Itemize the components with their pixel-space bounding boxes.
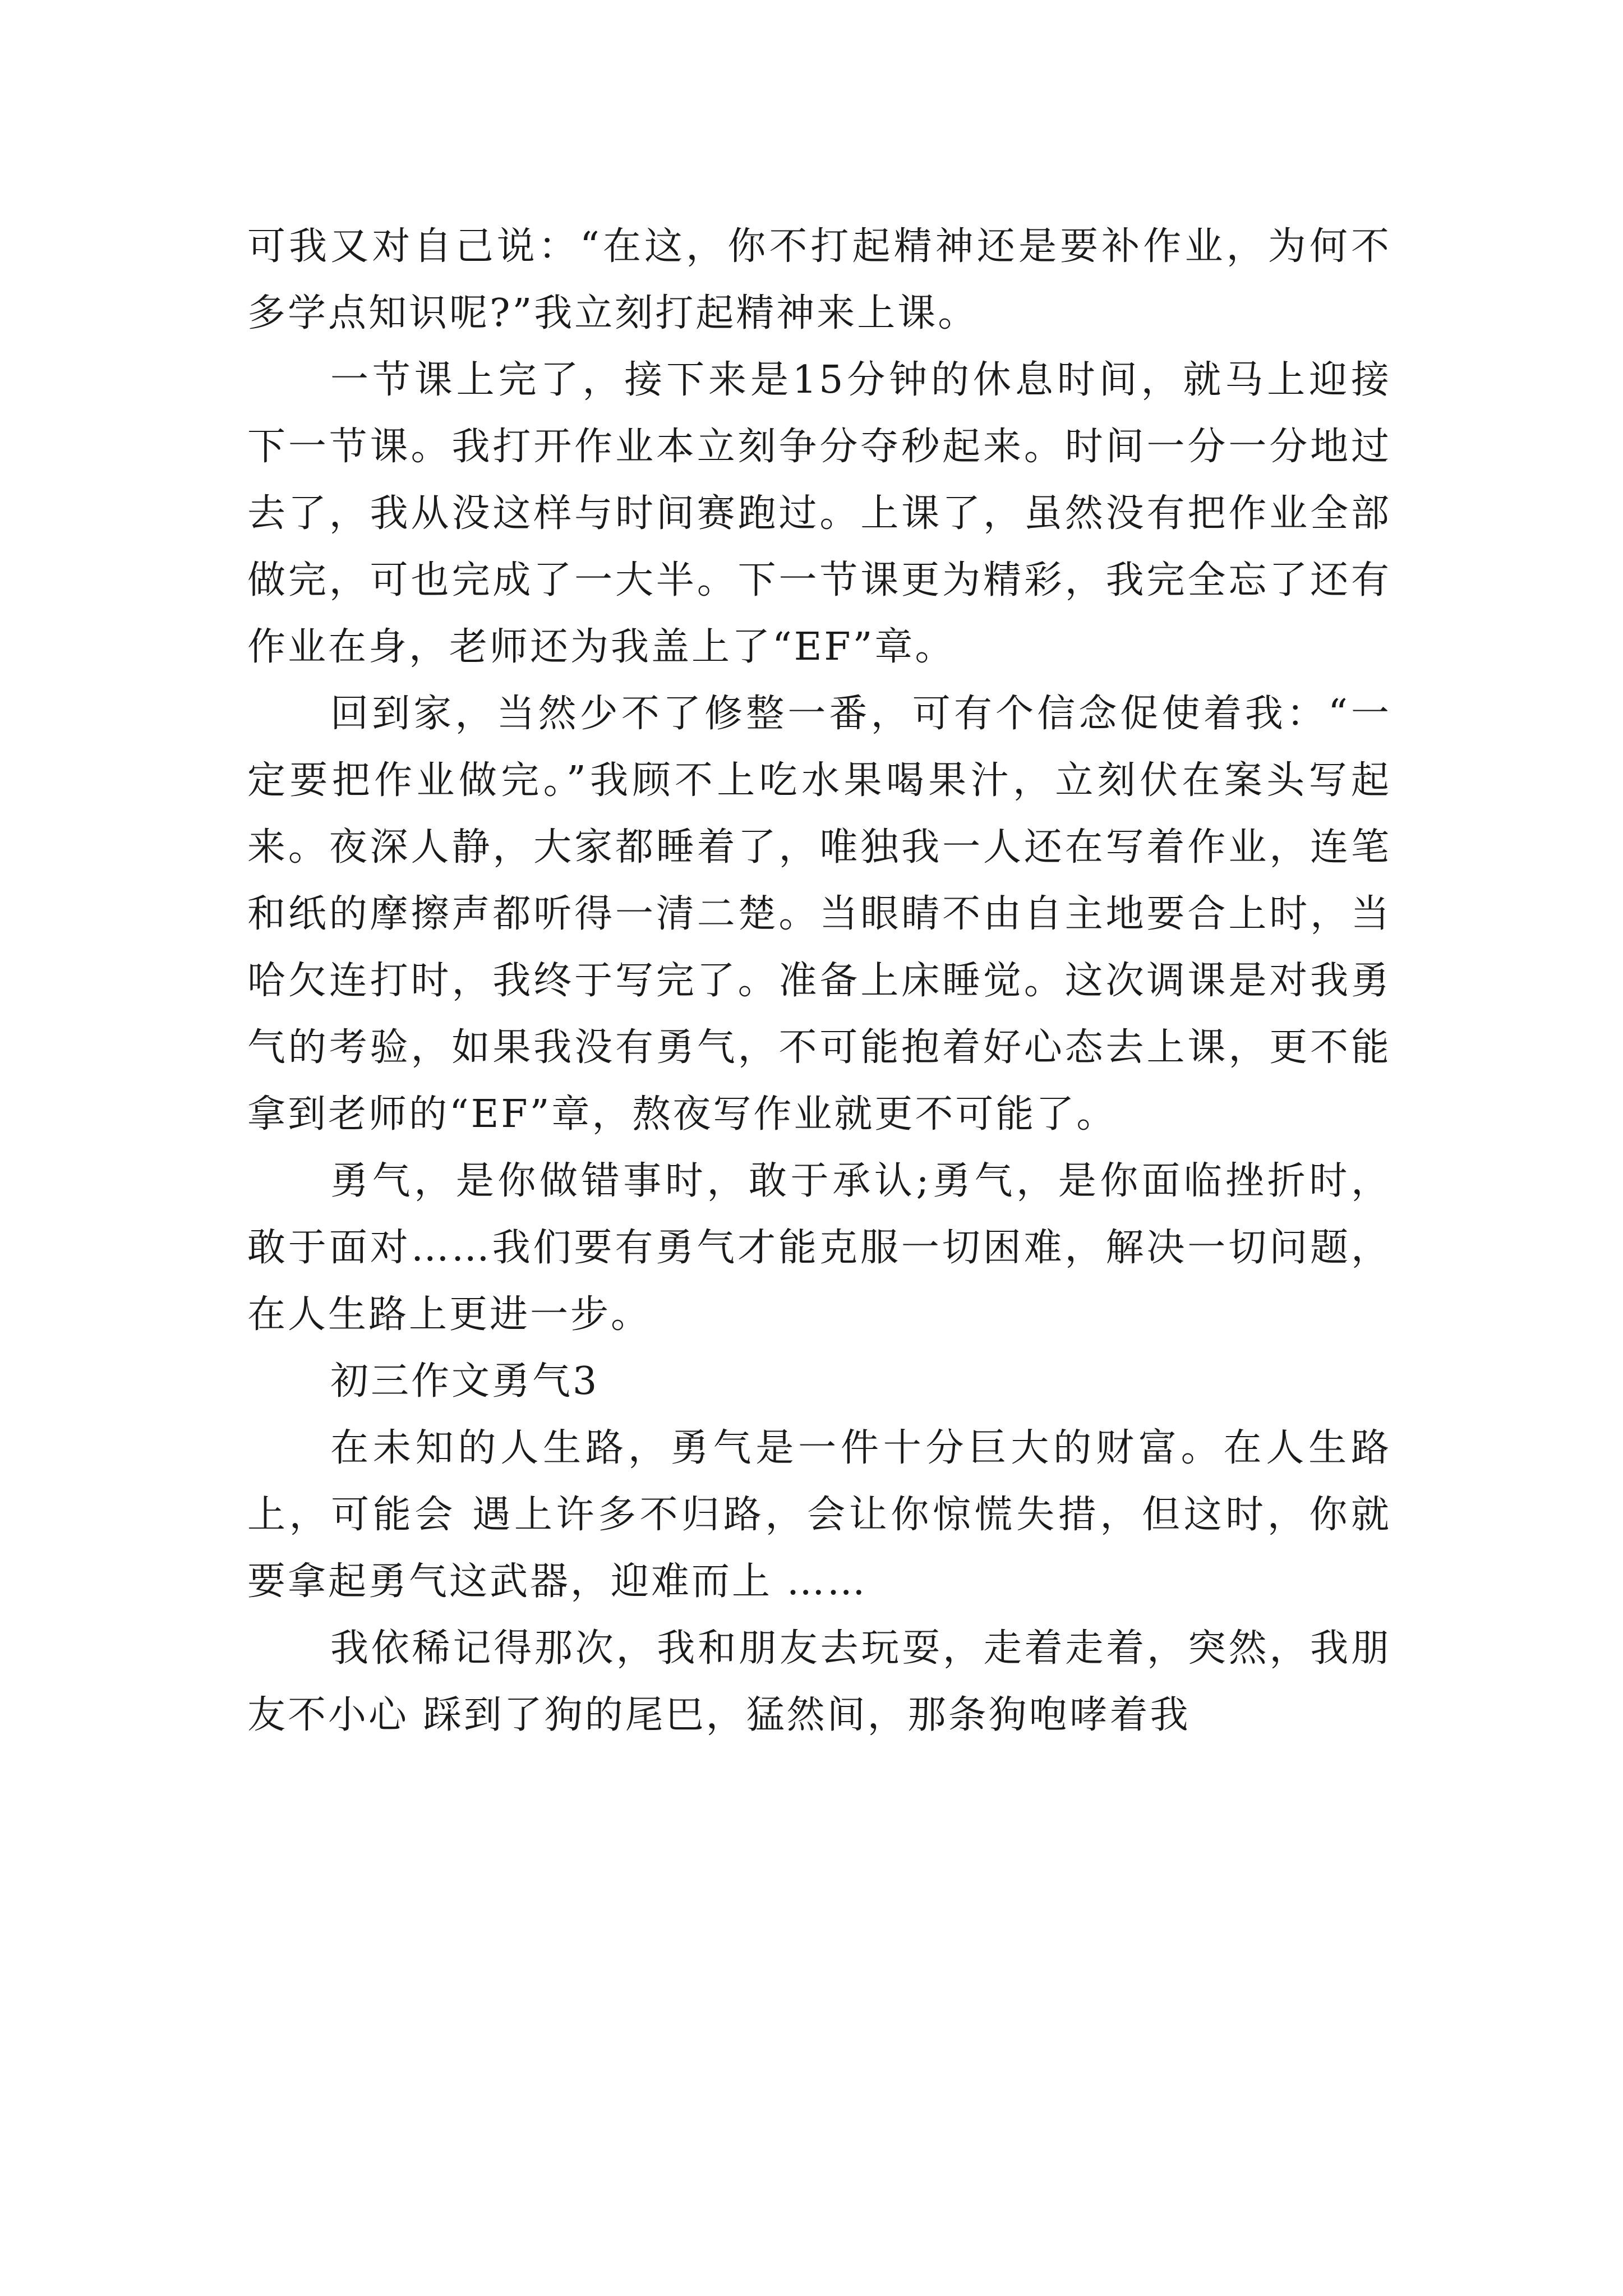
paragraph-courage-summary: 勇气，是你做错事时，敢于承认;勇气，是你面临挫折时，敢于面对……我们要有勇气才能克服一切困难，解决一切问题，在人生路上更进一步。 [247, 1159, 1391, 1337]
paragraph-continuation: 可我又对自己说：“在这，你不打起精神还是要补作业，为何不多学点知识呢?”我立刻打起精神来上课。 [247, 224, 1391, 335]
paragraph-break-time: 一节课上完了，接下来是15分钟的休息时间，就马上迎接下一节课。我打开作业本立刻争分夺秒起来。时间一分一分地过去了，我从没这样与时间赛跑过。上课了，虽然没有把作业全部做完，可也完成了一大半。下一节课更为精彩，我完全忘了还有作业在身，老师还为我盖上了“EF”章。 [247, 358, 1391, 669]
paragraph-home-homework: 回到家，当然少不了修整一番，可有个信念促使着我：“一定要把作业做完。”我顾不上吃水果喝果汁，立刻伏在案头写起来。夜深人静，大家都睡着了，唯独我一人还在写着作业，连笔和纸的摩擦声都听得一清二楚。当眼睛不由自主地要合上时，当哈欠连打时，我终于写完了。准备上床睡觉。这次调课是对我勇气的考验，如果我没有勇气，不可能抱着好心态去上课，更不能拿到老师的“EF”章，熬夜写作业就更不可能了。 [247, 692, 1391, 1137]
essay-heading: 初三作文勇气3 [330, 1359, 600, 1404]
document-body [247, 213, 1391, 1749]
paragraph-courage-wealth: 在未知的人生路，勇气是一件十分巨大的财富。在人生路上，可能会 遇上许多不归路，会让你惊慌失措，但这时，你就要拿起勇气这武器，迎难而上 …… [247, 1426, 1391, 1604]
paragraph-dog-story: 我依稀记得那次，我和朋友去玩耍，走着走着，突然，我朋友不小心 踩到了狗的尾巴，猛然间，那条狗咆哮着我 [247, 1626, 1391, 1737]
